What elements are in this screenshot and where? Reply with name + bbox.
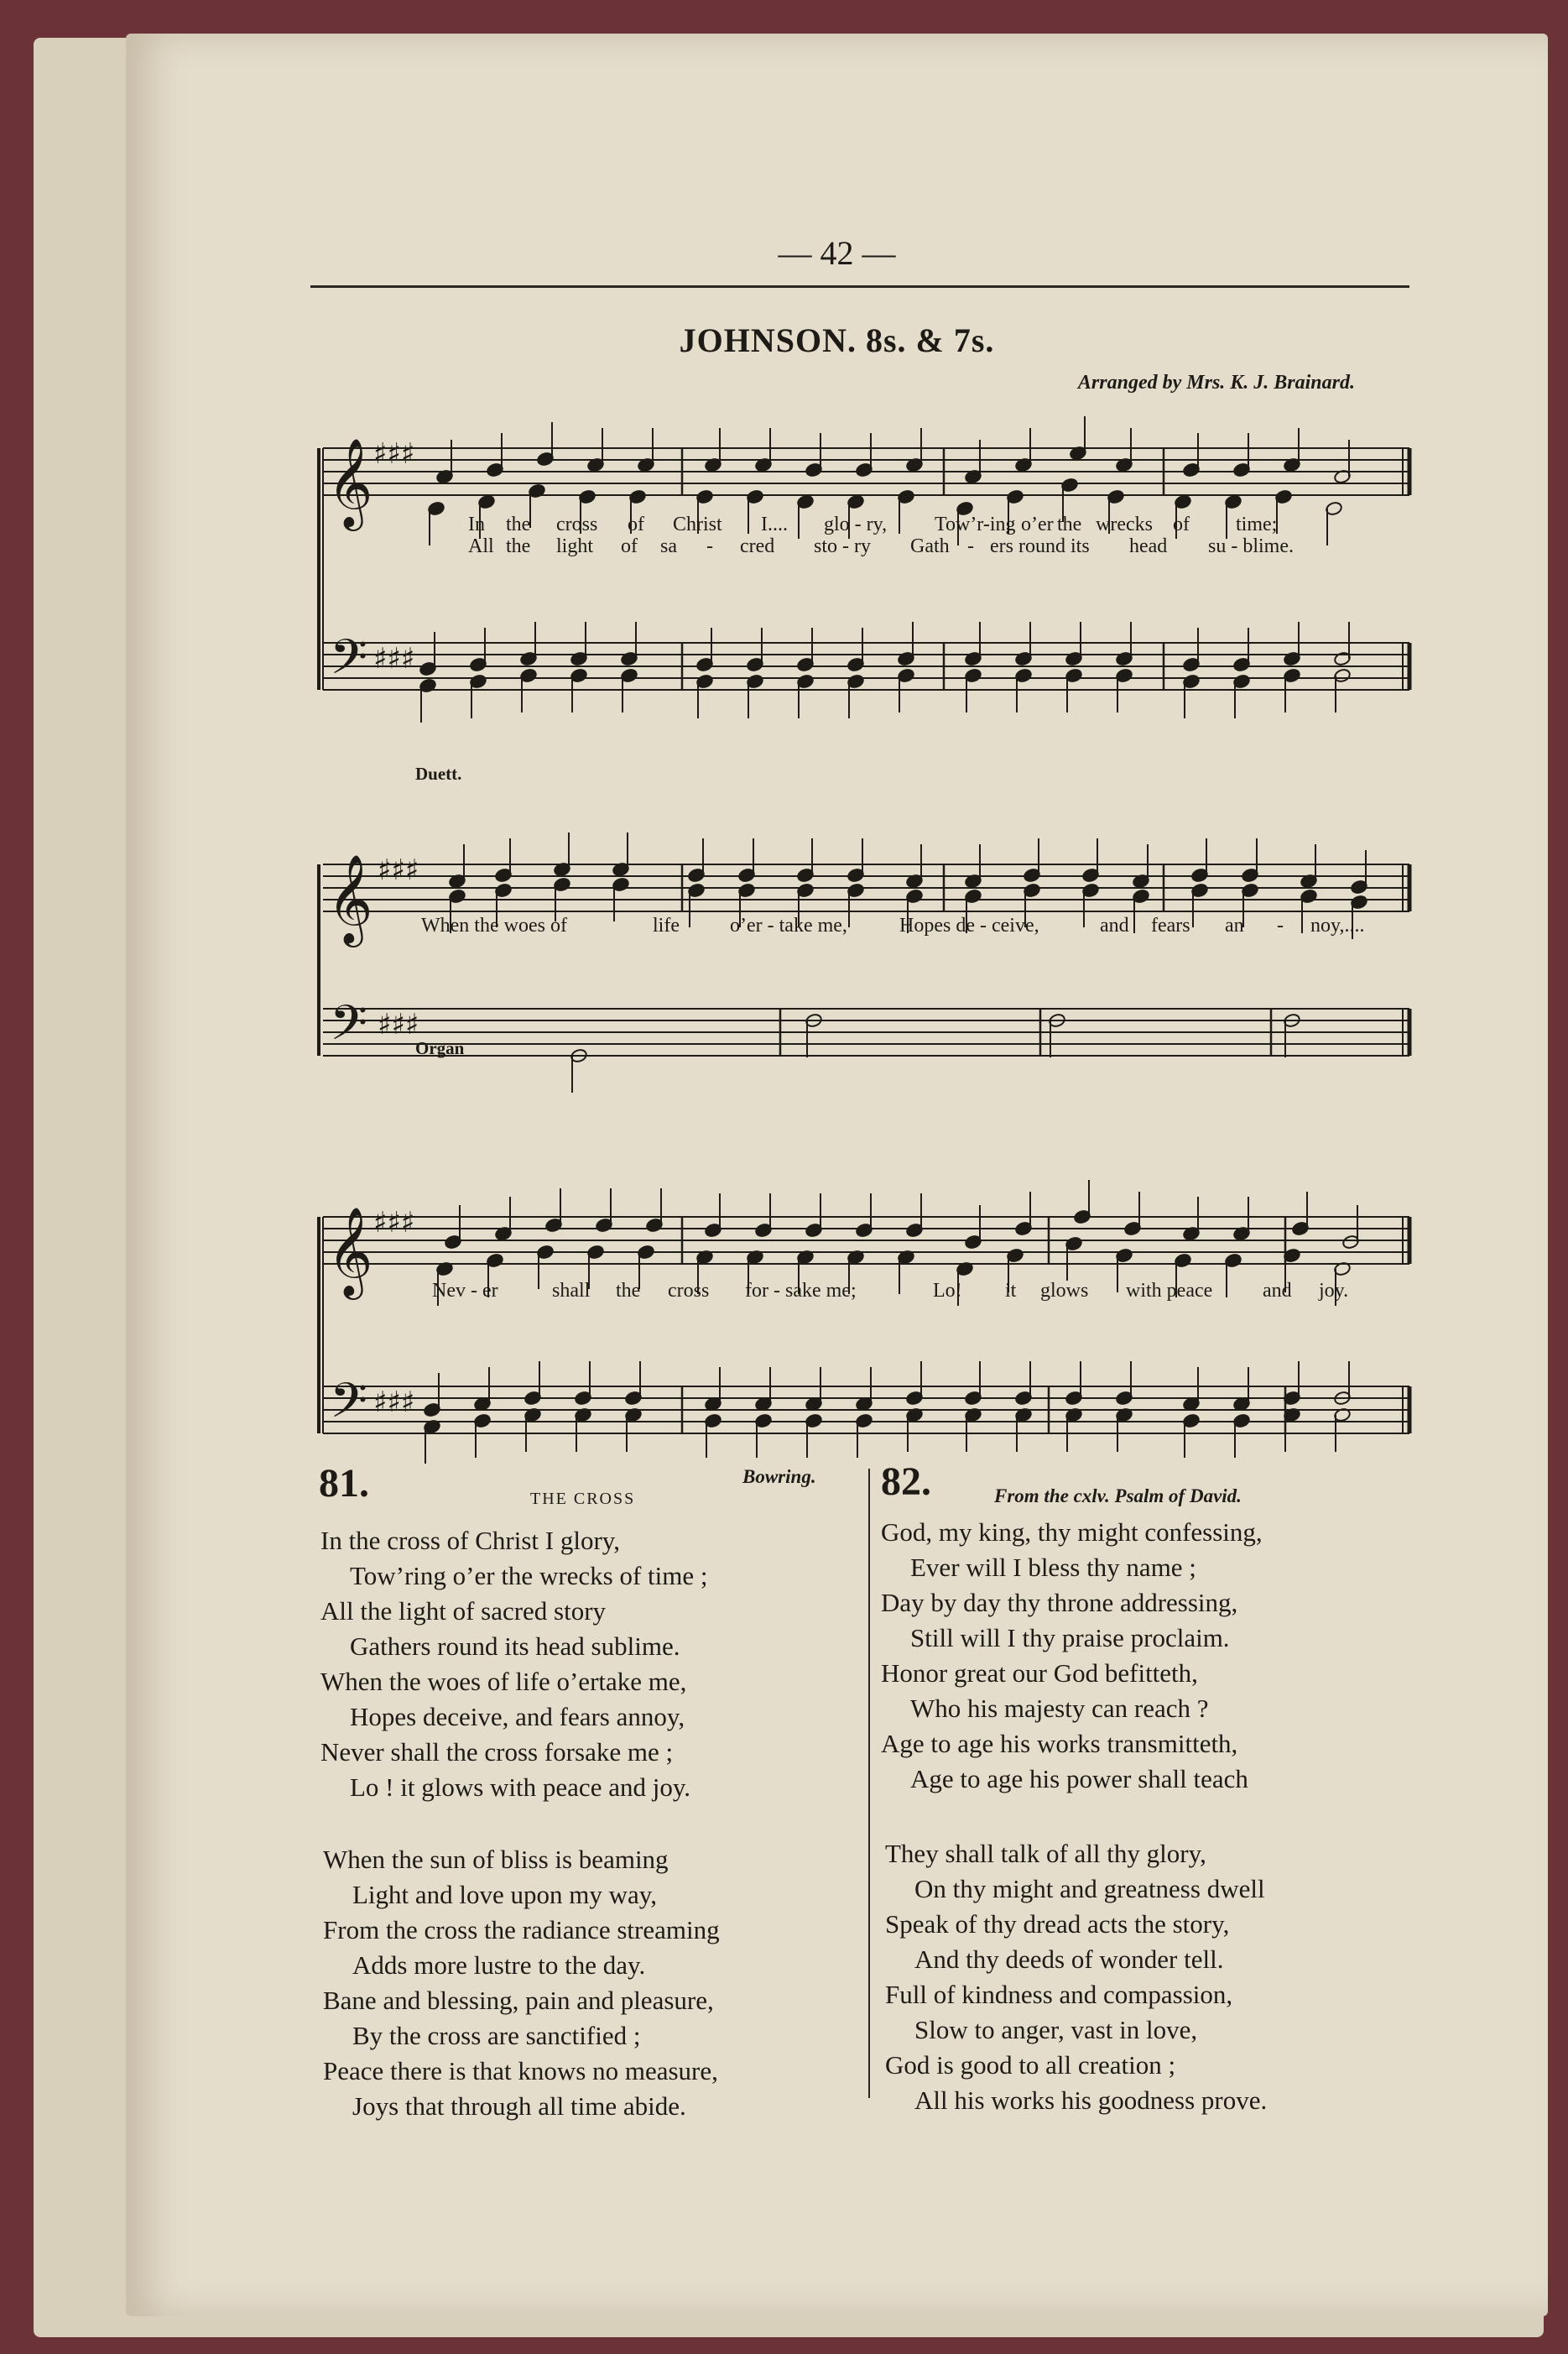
verse-line: All the light of sacred story: [320, 1596, 607, 1626]
lyric: the: [506, 514, 531, 535]
lyric: Lo!: [933, 1280, 962, 1302]
verse-line: When the woes of life o’ertake me,: [320, 1667, 687, 1696]
verse-line: And thy deeds of wonder tell.: [914, 1944, 1224, 1974]
page-number: — 42 —: [778, 234, 896, 272]
key-signature-sharps: ♯♯♯: [373, 437, 415, 471]
key-signature-sharps: ♯♯♯: [373, 642, 415, 676]
bass-clef-icon: 𝄢: [330, 994, 368, 1063]
lyric: fears: [1151, 915, 1190, 937]
lyric: glows: [1040, 1280, 1089, 1302]
hymn-81-author: Bowring.: [742, 1466, 816, 1487]
verse-line: Lo ! it glows with peace and joy.: [350, 1772, 691, 1802]
lyric: cross: [668, 1280, 710, 1302]
lyric: Christ: [673, 514, 722, 535]
verse-line: Adds more lustre to the day.: [352, 1950, 646, 1980]
key-signature-sharps: ♯♯♯: [378, 853, 419, 887]
verse-line: Bane and blessing, pain and pleasure,: [323, 1986, 714, 2015]
lyric: sto - ry: [814, 535, 871, 557]
lyric: the: [616, 1280, 641, 1302]
hymn-82-stanza-2: [885, 1836, 1267, 2118]
lyric: ers round its: [990, 535, 1090, 557]
verse-line: Speak of thy dread acts the story,: [885, 1909, 1230, 1939]
verse-line: When the sun of bliss is beaming: [323, 1845, 669, 1874]
verse-line: Peace there is that knows no measure,: [323, 2056, 718, 2085]
verse-line: In the cross of Christ I glory,: [320, 1526, 621, 1555]
verse-line: All his works his goodness prove.: [914, 2085, 1268, 2115]
organ-marking: Organ: [415, 1038, 465, 1058]
lyric: head: [1129, 535, 1168, 557]
verse-line: Full of kindness and compassion,: [885, 1980, 1233, 2009]
verse-line: Slow to anger, vast in love,: [914, 2015, 1198, 2044]
key-signature-sharps: ♯♯♯: [373, 1206, 415, 1240]
verse-line: On thy might and greatness dwell: [914, 1874, 1265, 1903]
verse-line: God is good to all creation ;: [885, 2050, 1176, 2080]
lyric: sa: [660, 535, 677, 557]
verse-line: Honor great our God befitteth,: [881, 1658, 1198, 1688]
verse-line: Joys that through all time abide.: [352, 2091, 686, 2121]
treble-clef-icon: 𝄞: [327, 437, 373, 527]
lyric: In: [468, 514, 485, 535]
lyric: I....: [761, 514, 788, 535]
lyric: noy,....: [1310, 915, 1365, 937]
duett-marking: Duett.: [415, 764, 462, 784]
lyric: -: [1277, 915, 1284, 937]
lyric: of: [621, 535, 638, 557]
hymn-82-author: From the cxlv. Psalm of David.: [994, 1485, 1242, 1506]
lyric: an: [1225, 915, 1244, 937]
lyric: When the woes of: [421, 915, 567, 937]
verse-line: From the cross the radiance streaming: [323, 1915, 720, 1944]
key-signature-sharps: ♯♯♯: [373, 1386, 415, 1419]
lyric: cross: [556, 514, 598, 535]
book-page: [126, 34, 1548, 2316]
verse-line: Gathers round its head sublime.: [350, 1631, 680, 1661]
bass-clef-icon: 𝄢: [330, 629, 368, 697]
lyric: the: [506, 535, 531, 557]
lyric: for - sake me;: [745, 1280, 857, 1302]
column-divider: [868, 1469, 870, 2098]
lyric: Tow’r-ing: [935, 514, 1016, 535]
key-signature-sharps: ♯♯♯: [378, 1008, 419, 1041]
lyric: with peace: [1126, 1280, 1213, 1302]
lyric: shall: [552, 1280, 591, 1302]
lyric: All: [468, 535, 494, 557]
verse-line: Age to age his works transmitteth,: [881, 1729, 1238, 1758]
treble-clef-icon: 𝄞: [327, 853, 373, 943]
verse-line: Who his majesty can reach ?: [910, 1694, 1209, 1723]
verse-line: Ever will I bless thy name ;: [910, 1553, 1196, 1582]
verse-line: They shall talk of all thy glory,: [885, 1839, 1206, 1868]
verse-line: Hopes deceive, and fears annoy,: [350, 1702, 685, 1731]
verse-line: Age to age his power shall teach: [910, 1764, 1248, 1793]
lyric: the: [1057, 514, 1082, 535]
lyric: light: [556, 535, 594, 557]
lyric: Gath: [910, 535, 950, 557]
verse-line: Still will I thy praise proclaim.: [910, 1623, 1230, 1652]
lyric: Hopes de - ceive,: [899, 915, 1039, 937]
verse-line: God, my king, thy might confessing,: [881, 1517, 1263, 1547]
lyric: of: [628, 514, 644, 535]
lyric: wrecks: [1096, 514, 1153, 535]
arranger-credit: Arranged by Mrs. K. J. Brainard.: [1077, 372, 1355, 394]
lyric: su - blime.: [1208, 535, 1294, 557]
lyric: o’er - take me,: [730, 915, 847, 937]
lyric: and: [1263, 1280, 1292, 1302]
bass-clef-icon: 𝄢: [330, 1372, 368, 1441]
hymn-81-number: 81.: [319, 1461, 369, 1506]
lyric: glo - ry,: [824, 514, 888, 535]
hymn-81-stanza-2: [323, 1842, 720, 2124]
hymn-81-subtitle: THE CROSS: [530, 1490, 636, 1508]
lyric: cred: [740, 535, 775, 557]
lyric: and: [1100, 915, 1129, 937]
hymn-82-number: 82.: [881, 1459, 931, 1504]
lyric: -: [967, 535, 974, 557]
lyric: o’er: [1021, 514, 1054, 535]
hymn-82-stanza-1: [881, 1515, 1263, 1797]
verse-line: By the cross are sanctified ;: [352, 2021, 641, 2050]
verse-line: Light and love upon my way,: [352, 1880, 658, 1909]
lyric: Nev - er: [432, 1280, 498, 1302]
verse-line: Tow’ring o’er the wrecks of time ;: [350, 1561, 708, 1590]
tune-title: JOHNSON. 8s. & 7s.: [679, 321, 995, 359]
lyric: -: [706, 535, 713, 557]
lyric: it: [1005, 1280, 1017, 1302]
verse-line: Never shall the cross forsake me ;: [320, 1737, 674, 1767]
lyric: of: [1173, 514, 1190, 535]
lyric: life: [653, 915, 680, 937]
treble-clef-icon: 𝄞: [327, 1206, 373, 1296]
lyric: joy.: [1319, 1280, 1349, 1302]
lyric: time;: [1236, 514, 1278, 535]
verse-line: Day by day thy throne addressing,: [881, 1588, 1238, 1617]
hymn-81-stanza-1: [320, 1523, 708, 1805]
